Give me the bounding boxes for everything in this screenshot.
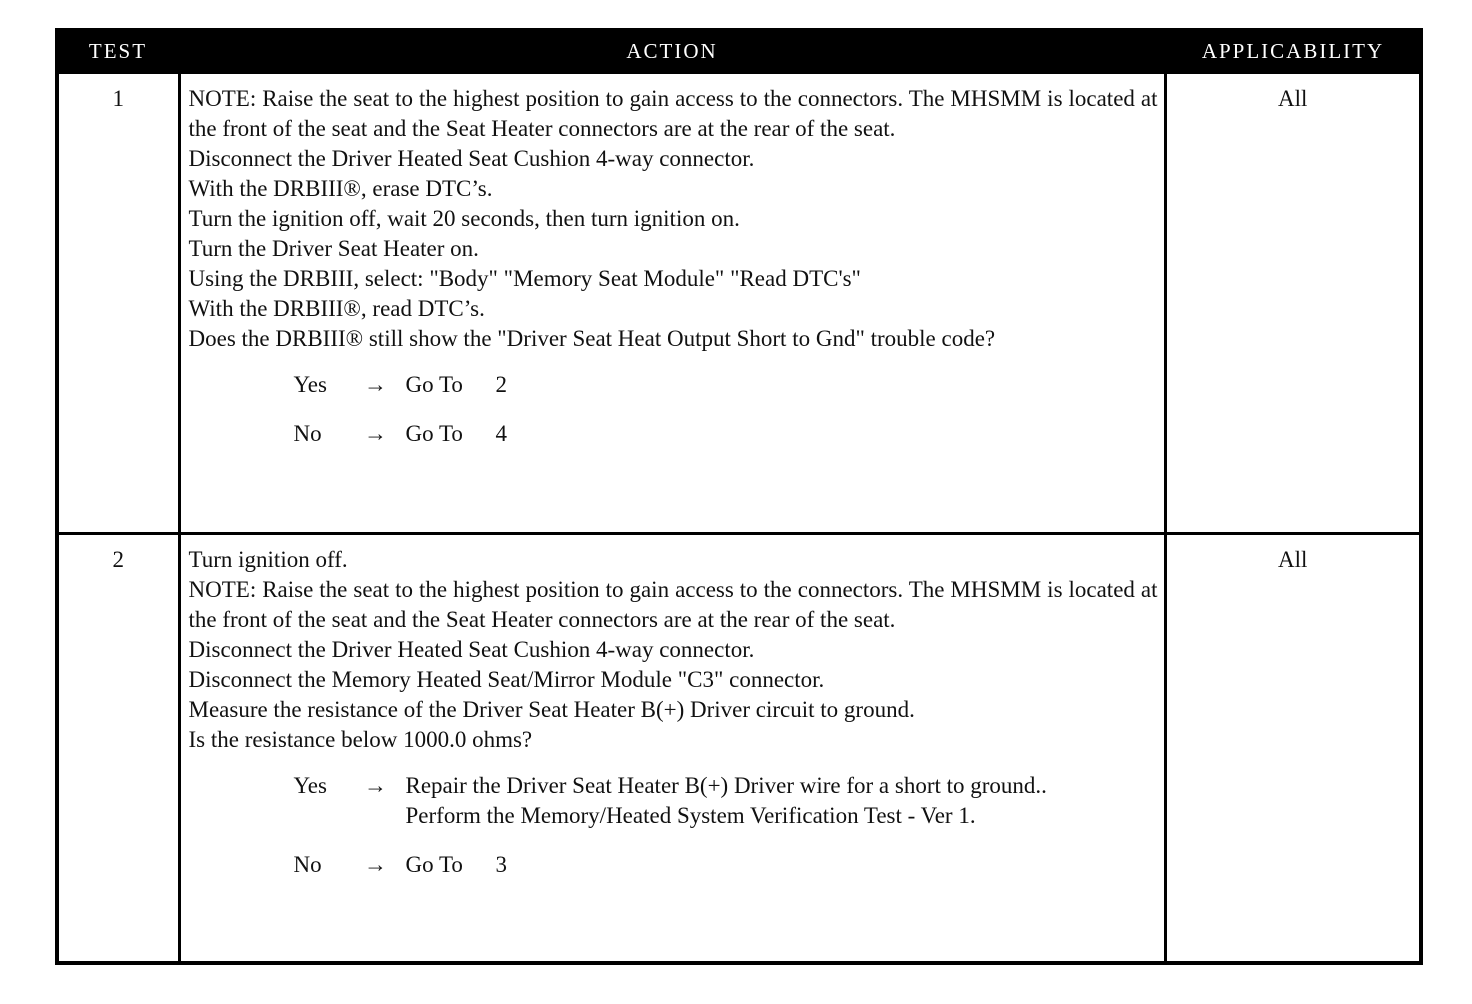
question-text: Is the resistance below 1000.0 ohms? <box>188 727 533 752</box>
header-action: ACTION <box>179 30 1165 72</box>
test-number: 2 <box>57 534 179 964</box>
arrow-icon: → <box>364 773 387 798</box>
test-number: 1 <box>57 72 179 534</box>
step-text: With the DRBIII®, erase DTC’s. <box>188 176 493 201</box>
repair-instruction <box>406 771 1158 831</box>
goto-label: Go To <box>405 372 463 397</box>
step-text: Turn the Driver Seat Heater on. <box>188 236 479 261</box>
diagnostic-table <box>55 28 1423 965</box>
arrow-icon: → <box>364 372 387 397</box>
verification-text: Perform the Memory/Heated System Verification Test - Ver 1. <box>405 803 976 828</box>
goto-instruction <box>406 419 1158 449</box>
diagnostic-test-sheet <box>55 28 1419 965</box>
yes-label: Yes <box>293 372 327 397</box>
table-header <box>57 30 1421 72</box>
yes-label: Yes <box>293 773 327 798</box>
arrow-icon: → <box>364 852 387 877</box>
header-test: TEST <box>57 30 179 72</box>
repair-text: Repair the Driver Seat Heater B(+) Driver wire for a short to ground.. <box>405 773 1047 798</box>
step-text: Measure the resistance of the Driver Seat Heater B(+) Driver circuit to ground. <box>188 697 915 722</box>
table-row <box>57 72 1421 534</box>
step-text: With the DRBIII®, read DTC’s. <box>188 296 485 321</box>
no-label: No <box>293 421 322 446</box>
action-cell <box>179 534 1165 964</box>
action-cell <box>179 72 1165 534</box>
step-text: Using the DRBIII, select: "Body" "Memory Seat Module" "Read DTC's" <box>188 266 861 291</box>
table-row <box>57 534 1421 964</box>
result-branches <box>294 370 1158 449</box>
arrow-icon: → <box>364 421 387 446</box>
header-applicability: APPLICABILITY <box>1165 30 1421 72</box>
step-text: Disconnect the Driver Heated Seat Cushion 4-way connector. <box>188 146 755 171</box>
note-text: NOTE: Raise the seat to the highest position to gain access to the connectors. The MHSMM is located at the front of the seat and the Seat Heater connectors are at the rear of the seat. <box>188 577 1158 632</box>
goto-label: Go To <box>405 421 463 446</box>
result-branches <box>294 771 1158 880</box>
step-text: Turn ignition off. <box>188 547 348 572</box>
applicability-value: All <box>1165 72 1421 534</box>
goto-target: 3 <box>495 852 507 877</box>
note-text: NOTE: Raise the seat to the highest position to gain access to the connectors. The MHSMM is located at the front of the seat and the Seat Heater connectors are at the rear of the seat. <box>188 86 1158 141</box>
goto-instruction <box>406 370 1158 400</box>
step-text: Turn the ignition off, wait 20 seconds, then turn ignition on. <box>188 206 740 231</box>
yes-branch <box>294 771 1158 831</box>
goto-label: Go To <box>405 852 463 877</box>
no-branch <box>294 419 1158 449</box>
goto-instruction <box>406 850 1158 880</box>
question-text: Does the DRBIII® still show the "Driver Seat Heat Output Short to Gnd" trouble code? <box>188 326 996 351</box>
goto-target: 4 <box>495 421 507 446</box>
goto-target: 2 <box>495 372 507 397</box>
applicability-value: All <box>1165 534 1421 964</box>
yes-branch <box>294 370 1158 400</box>
step-text: Disconnect the Driver Heated Seat Cushion 4-way connector. <box>188 637 755 662</box>
step-text: Disconnect the Memory Heated Seat/Mirror Module "C3" connector. <box>188 667 825 692</box>
no-branch <box>294 850 1158 880</box>
no-label: No <box>293 852 322 877</box>
